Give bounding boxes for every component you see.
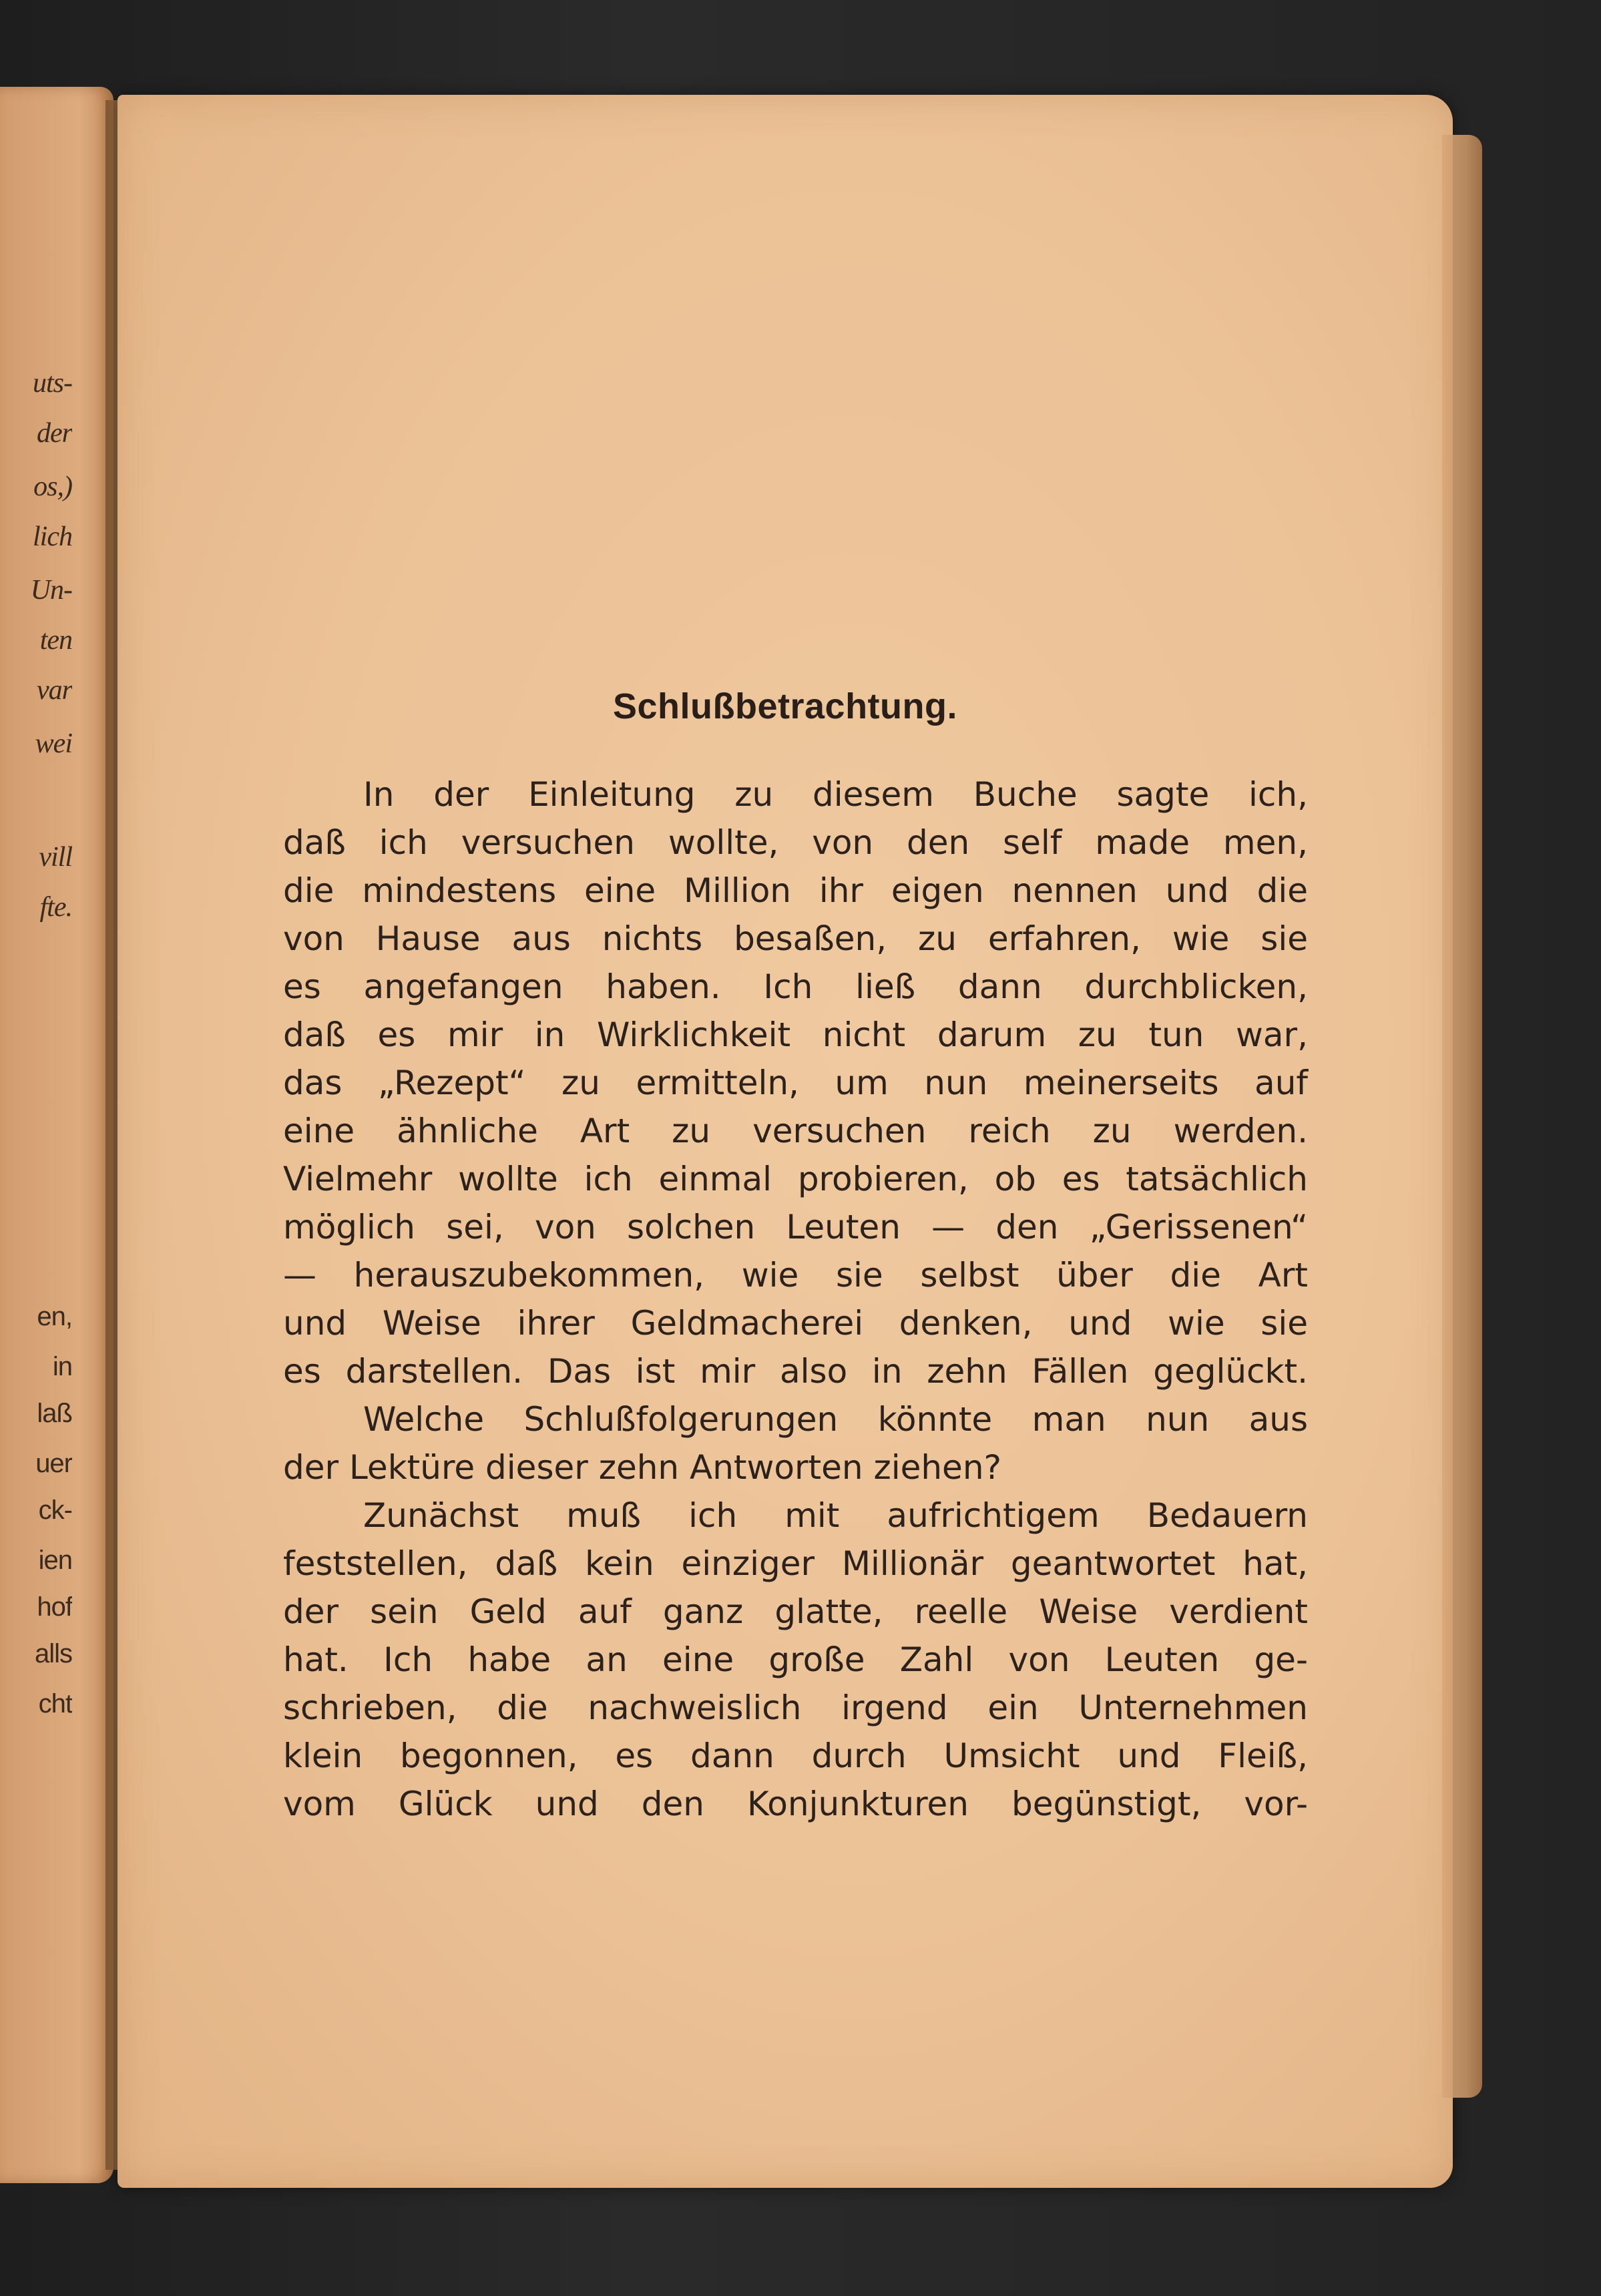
text-line: Zunächst muß ich mit aufrichtigem Bedauern <box>363 1496 1308 1535</box>
left-page-line: os,) <box>33 471 72 502</box>
left-page-line: ck- <box>38 1496 72 1525</box>
left-page-line: ten <box>39 625 72 656</box>
text-line: es angefangen haben. Ich ließ dann durchblicken, <box>283 967 1308 1006</box>
text-line: daß es mir in Wirklichkeit nicht darum zu tun war, <box>283 1015 1308 1054</box>
left-page-line: ien <box>38 1546 72 1575</box>
text-line: möglich sei, von solchen Leuten — den „Gerissenen“ <box>283 1208 1308 1246</box>
left-page-line: var <box>37 675 72 706</box>
text-line: Welche Schlußfolgerungen könnte man nun aus <box>363 1400 1308 1439</box>
text-line: der sein Geld auf ganz glatte, reelle Weise verdient <box>283 1592 1308 1631</box>
text-line: vom Glück und den Konjunkturen begünstigt, vor- <box>283 1785 1308 1823</box>
text-line: die mindestens eine Million ihr eigen nennen und die <box>283 871 1308 910</box>
left-page-line: vill <box>39 842 72 873</box>
left-page-line: en, <box>37 1302 72 1331</box>
left-page-line: in <box>52 1352 72 1381</box>
left-page-line: laß <box>37 1399 72 1428</box>
text-line: der Lektüre dieser zehn Antworten ziehen? <box>283 1448 1002 1487</box>
text-line: eine ähnliche Art zu versuchen reich zu werden. <box>283 1112 1308 1150</box>
text-line: schrieben, die nachweislich irgend ein Unternehmen <box>283 1688 1308 1727</box>
text-line: feststellen, daß kein einziger Millionär geantwortet hat, <box>283 1544 1308 1583</box>
left-page-line: uer <box>35 1449 72 1478</box>
left-page-line: cht <box>38 1689 72 1718</box>
left-page-line: fte. <box>39 892 72 923</box>
left-page-line: wei <box>35 728 72 759</box>
left-page-line: der <box>37 418 72 449</box>
text-line: klein begonnen, es dann durch Umsicht und Fleiß, <box>283 1737 1308 1775</box>
page-edge <box>1442 135 1482 2098</box>
text-line: von Hause aus nichts besaßen, zu erfahren, wie sie <box>283 919 1308 958</box>
text-line: In der Einleitung zu diesem Buche sagte ich, <box>363 775 1308 814</box>
text-line: Vielmehr wollte ich einmal probieren, ob es tatsächlich <box>283 1160 1308 1198</box>
left-page-line: lich <box>33 521 72 552</box>
text-line: hat. Ich habe an eine große Zahl von Leuten ge- <box>283 1640 1308 1679</box>
text-line: das „Rezept“ zu ermitteln, um nun meinerseits auf <box>283 1064 1308 1102</box>
left-page-line: alls <box>34 1639 72 1668</box>
text-line: daß ich versuchen wollte, von den self made men, <box>283 823 1308 862</box>
text-line: und Weise ihrer Geldmacherei denken, und wie sie <box>283 1304 1308 1343</box>
left-page-line: uts- <box>33 368 72 399</box>
left-page-line: Un- <box>30 575 72 606</box>
text-line: es darstellen. Das ist mir also in zehn Fällen geglückt. <box>283 1352 1308 1391</box>
text-line: — herauszubekommen, wie sie selbst über die Art <box>283 1256 1308 1295</box>
right-page <box>118 95 1453 2188</box>
left-page-line: hof <box>37 1592 72 1622</box>
left-page <box>0 87 113 2183</box>
chapter-heading: Schlußbetrachtung. <box>612 686 957 726</box>
